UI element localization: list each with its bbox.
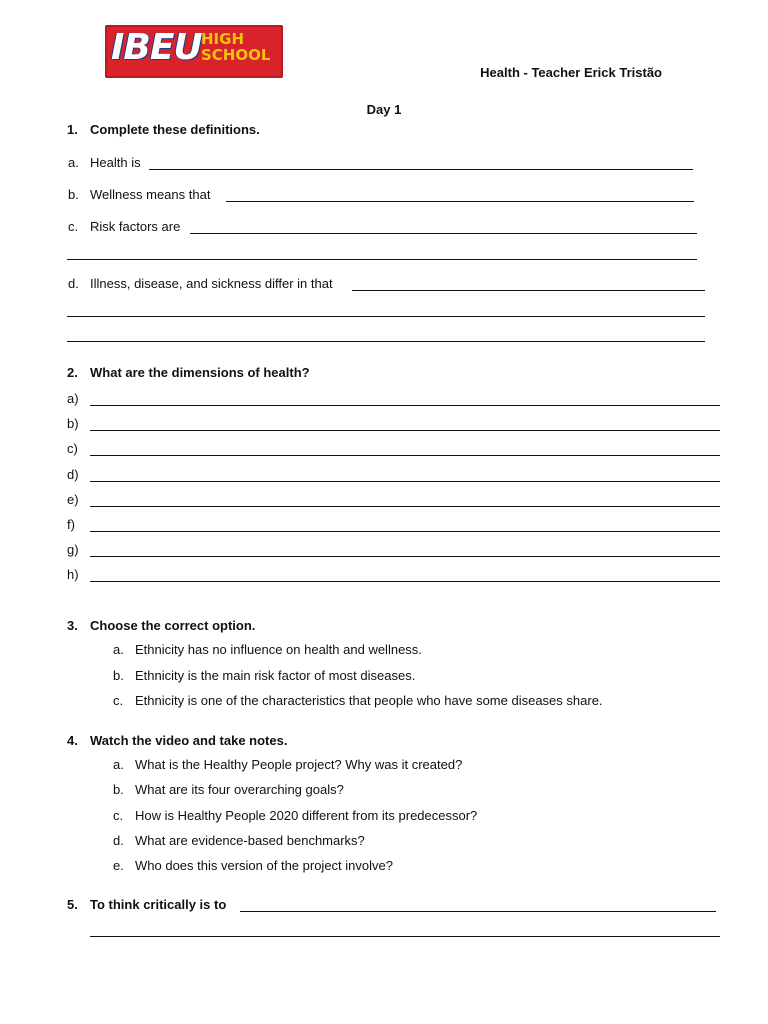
q1-heading <box>67 122 260 138</box>
q4-item-e-text: Who does this version of the project involve? <box>135 858 393 873</box>
q5-title: To think critically is to <box>90 897 227 912</box>
q5-number: 5. <box>67 897 78 912</box>
logo-sub-high: HIGH <box>201 30 245 48</box>
q2-answer-line-d[interactable] <box>90 481 720 482</box>
q1-item-d-letter: d. <box>68 276 79 291</box>
q1-answer-line-d[interactable] <box>352 290 705 291</box>
q3-option-b-letter: b. <box>113 668 124 683</box>
q2-answer-line-f[interactable] <box>90 531 720 532</box>
q2-letter-d: d) <box>67 467 79 482</box>
q2-letter-e: e) <box>67 492 79 507</box>
course-title: Health - Teacher Erick Tristão <box>480 65 662 80</box>
q2-letter-h: h) <box>67 567 79 582</box>
q4-item-a-text: What is the Healthy People project? Why was it created? <box>135 757 463 772</box>
q4-item-c <box>113 808 477 824</box>
q4-number: 4. <box>67 733 78 748</box>
logo-sub-school: SCHOOL <box>201 46 271 64</box>
q3-title: Choose the correct option. <box>90 618 256 633</box>
q4-item-e <box>113 858 393 874</box>
q3-option-c-letter: c. <box>113 693 124 708</box>
q2-answer-line-g[interactable] <box>90 556 720 557</box>
q1-number: 1. <box>67 122 78 137</box>
q1-answer-line-b[interactable] <box>226 201 694 202</box>
q1-item-b-letter: b. <box>68 187 79 202</box>
q1-answer-line-c[interactable] <box>190 233 697 234</box>
logo-subtitle <box>201 31 270 63</box>
q4-item-b-text: What are its four overarching goals? <box>135 782 344 797</box>
q2-letter-c: c) <box>67 441 78 456</box>
q2-answer-line-h[interactable] <box>90 581 720 582</box>
q1-answer-line-d3[interactable] <box>67 341 705 342</box>
school-logo <box>105 25 283 78</box>
q2-number: 2. <box>67 365 78 380</box>
q1-title: Complete these definitions. <box>90 122 260 137</box>
q1-item-c <box>68 219 180 235</box>
q5-answer-line-2[interactable] <box>90 936 720 937</box>
q3-heading <box>67 618 255 634</box>
q3-option-a-text: Ethnicity has no influence on health and wellness. <box>135 642 422 657</box>
q1-item-d-text: Illness, disease, and sickness differ in that <box>90 276 333 291</box>
q2-title: What are the dimensions of health? <box>90 365 310 380</box>
q3-option-a[interactable] <box>113 642 422 658</box>
q4-title: Watch the video and take notes. <box>90 733 288 748</box>
q4-item-b <box>113 782 344 798</box>
q3-option-c[interactable] <box>113 693 603 709</box>
q1-item-c-text: Risk factors are <box>90 219 181 234</box>
q2-letter-a: a) <box>67 391 79 406</box>
q5-answer-line-1[interactable] <box>240 911 716 912</box>
q4-item-a <box>113 757 462 773</box>
q1-item-c-letter: c. <box>68 219 79 234</box>
q1-item-b <box>68 187 210 203</box>
q2-letter-f: f) <box>67 517 75 532</box>
q4-heading <box>67 733 287 749</box>
q3-option-b-text: Ethnicity is the main risk factor of most diseases. <box>135 668 416 683</box>
q3-option-c-text: Ethnicity is one of the characteristics that people who have some diseases share. <box>135 693 603 708</box>
q2-answer-line-c[interactable] <box>90 455 720 456</box>
q2-answer-line-e[interactable] <box>90 506 720 507</box>
q3-option-b[interactable] <box>113 668 415 684</box>
q4-item-d <box>113 833 365 849</box>
q1-answer-line-a[interactable] <box>149 169 693 170</box>
q2-letter-g: g) <box>67 542 79 557</box>
q2-letter-b: b) <box>67 416 79 431</box>
q3-option-a-letter: a. <box>113 642 124 657</box>
q5-heading <box>67 897 226 913</box>
q3-number: 3. <box>67 618 78 633</box>
q1-answer-line-c2[interactable] <box>67 259 697 260</box>
q4-item-c-text: How is Healthy People 2020 different from its predecessor? <box>135 808 478 823</box>
q4-item-d-letter: d. <box>113 833 124 848</box>
q1-item-a-text: Health is <box>90 155 141 170</box>
q2-heading <box>67 365 310 381</box>
day-heading: Day 1 <box>366 102 402 117</box>
q1-answer-line-d2[interactable] <box>67 316 705 317</box>
q4-item-e-letter: e. <box>113 858 124 873</box>
q1-item-a-letter: a. <box>68 155 79 170</box>
q4-item-d-text: What are evidence-based benchmarks? <box>135 833 365 848</box>
q1-item-a <box>68 155 141 171</box>
q4-item-c-letter: c. <box>113 808 124 823</box>
q2-answer-line-b[interactable] <box>90 430 720 431</box>
q4-item-b-letter: b. <box>113 782 124 797</box>
q2-answer-line-a[interactable] <box>90 405 720 406</box>
logo-brand: IBEU <box>111 27 202 68</box>
q1-item-d <box>68 276 333 292</box>
q1-item-b-text: Wellness means that <box>90 187 211 202</box>
q4-item-a-letter: a. <box>113 757 124 772</box>
